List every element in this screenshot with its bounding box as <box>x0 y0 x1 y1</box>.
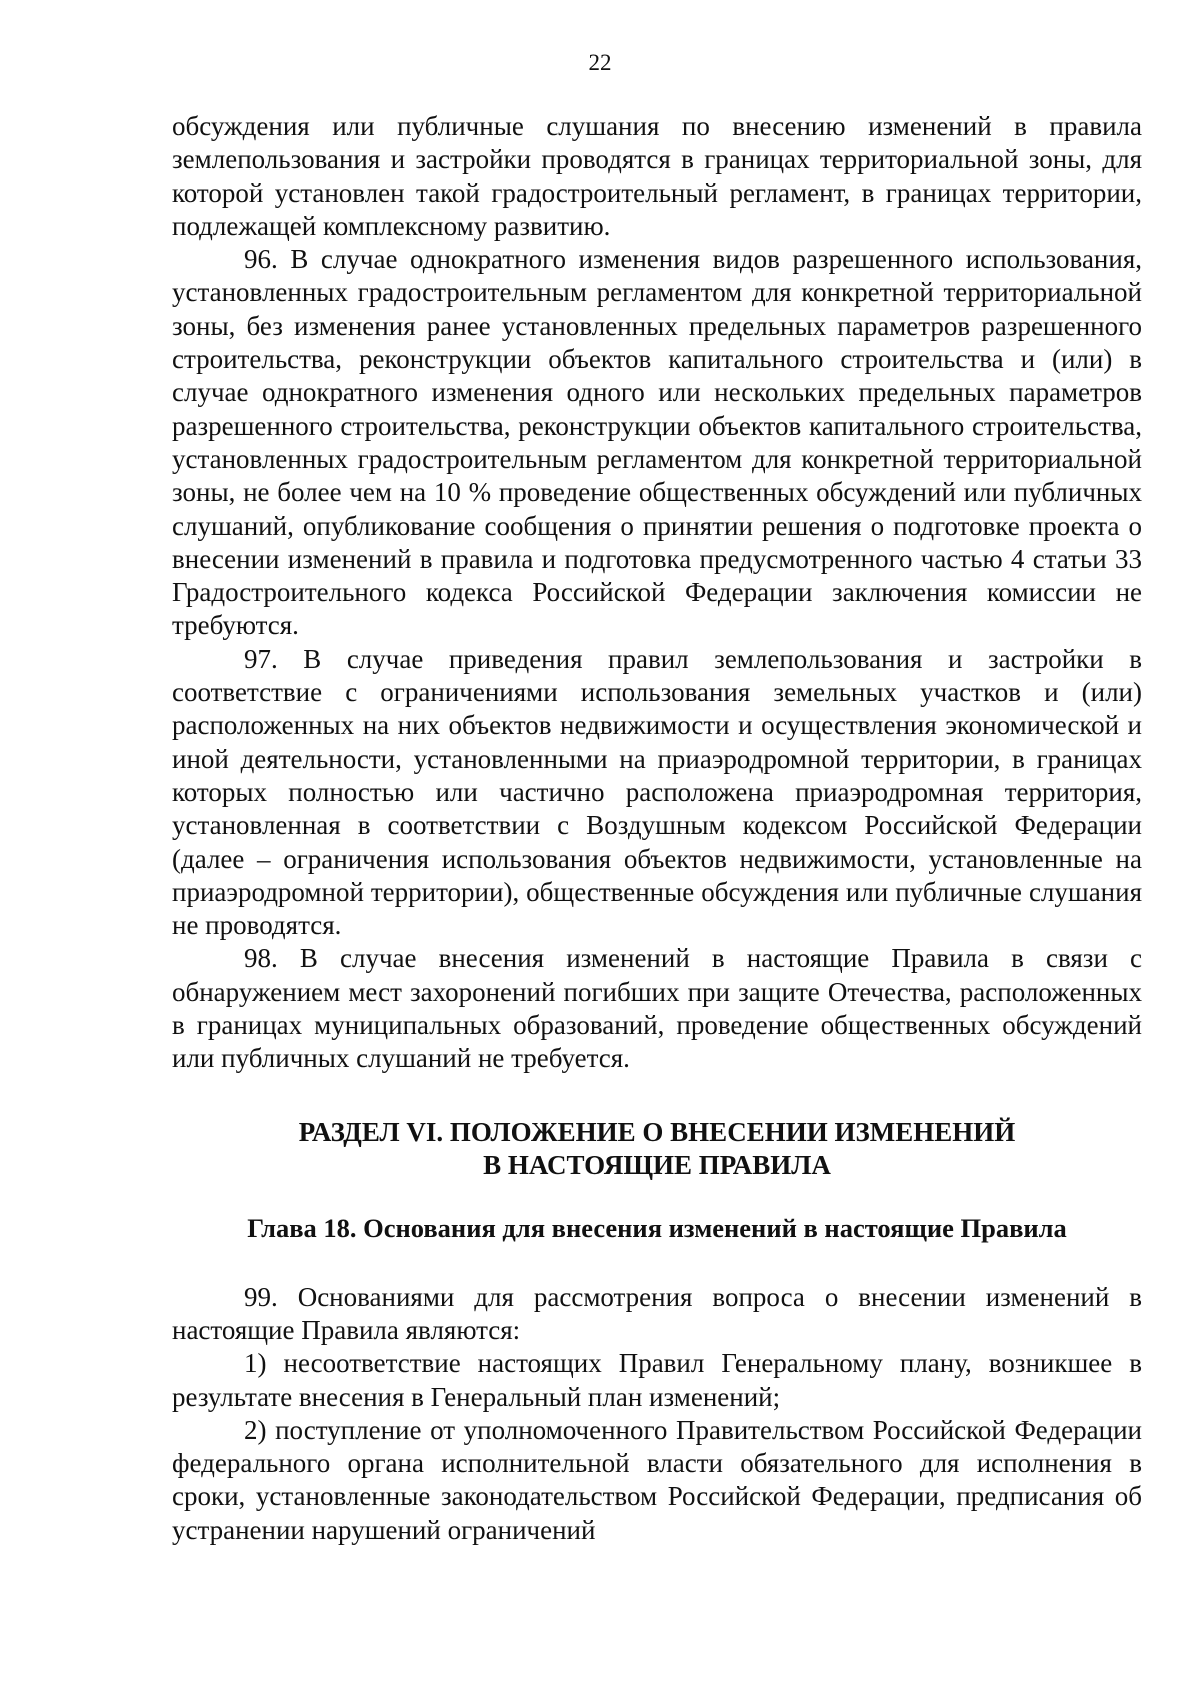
document-body <box>172 110 1142 1547</box>
page-number: 22 <box>588 50 612 75</box>
spacer <box>172 1245 1142 1281</box>
paragraph-99: 99. Основаниями для рассмотрения вопроса о внесении изменений в настоящие Правила являются: <box>172 1281 1142 1345</box>
section-title <box>172 1116 1142 1182</box>
section-title-line-2: В НАСТОЯЩИЕ ПРАВИЛА <box>483 1149 831 1180</box>
paragraph-97: 97. В случае приведения правил землепользования и застройки в соответствие с ограничениями использования земельных участков и (или) расположенных на них объектов недвижимости и осуществления экономической и иной деятельности, установленными на приаэродромной территории, в границах которых полностью или частично расположена приаэродромная территория, установленная в соответствии с Воздушным кодексом Российской Федерации (далее – ограничения использования объектов недвижимости, установленные на приаэродромной территории), общественные обсуждения или публичные слушания не проводятся. <box>172 643 1142 941</box>
list-item-1: 1) несоответствие настоящих Правил Генеральному плану, возникшее в результате внесения в Генеральный план изменений; <box>172 1348 1142 1412</box>
paragraph-96: 96. В случае однократного изменения видов разрешенного использования, установленных градостроительным регламентом для конкретной территориальной зоны, без изменения ранее установленных предельных параметров разрешенного строительства, реконструкции объектов капитального строительства и (или) в случае однократного изменения одного или нескольких предельных параметров разрешенного строительства, реконструкции объектов капитального строительства, установленных градостроительным регламентом для конкретной территориальной зоны, не более чем на 10 % проведение общественных обсуждений или публичных слушаний, опубликование сообщения о принятии решения о подготовке проекта о внесении изменений в правила и подготовка предусмотренного частью 4 статьи 33 Градостроительного кодекса Российской Федерации заключения комиссии не требуются. <box>172 244 1142 641</box>
paragraph-continuation: обсуждения или публичные слушания по внесению изменений в правила землепользования и застройки проводятся в границах территориальной зоны, для которой установлен такой градостроительный регламент, в границах территории, подлежащей комплексному развитию. <box>172 111 1142 241</box>
paragraph-98: 98. В случае внесения изменений в настоящие Правила в связи с обнаружением мест захоронений погибших при защите Отечества, расположенных в границах муниципальных образований, проведение общественных обсуждений или публичных слушаний не требуется. <box>172 943 1142 1074</box>
section-title-line-1: РАЗДЕЛ VI. ПОЛОЖЕНИЕ О ВНЕСЕНИИ ИЗМЕНЕНИЙ <box>298 1116 1016 1147</box>
chapter-title: Глава 18. Основания для внесения изменений в настоящие Правила <box>247 1212 1067 1243</box>
list-item-2: 2) поступление от уполномоченного Правительством Российской Федерации федерального органа исполнительной власти обязательного для исполнения в сроки, установленные законодательством Российской Федерации, предписания об устранении нарушений ограничений <box>172 1414 1142 1545</box>
